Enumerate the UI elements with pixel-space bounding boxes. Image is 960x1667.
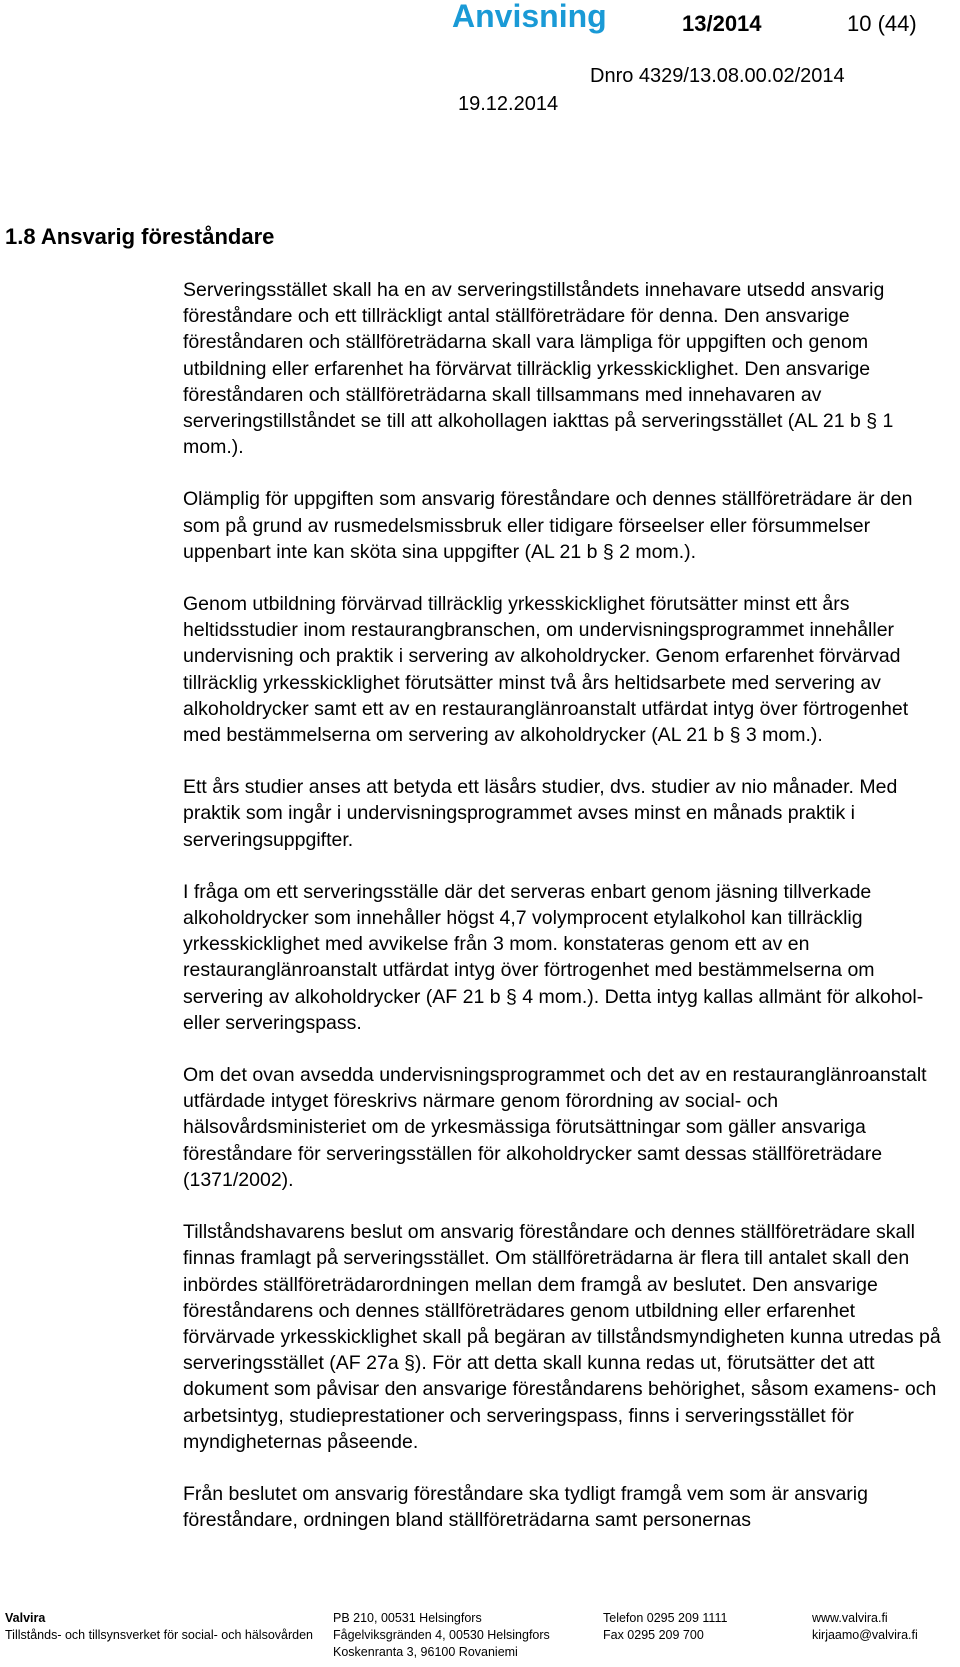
document-dnro: Dnro 4329/13.08.00.02/2014 [590,65,845,87]
paragraph: Ett års studier anses att betyda ett läsårs studier, dvs. studier av nio månader. Med praktik som ingår i undervisningsprogrammet avses minst en månads praktik i serveringsuppgifter. [183,776,898,851]
document-date: 19.12.2014 [458,93,559,115]
paragraph: Olämplig för uppgiften som ansvarig föreståndare och dennes ställföreträdare är den som på grund av rusmedelsmissbruk eller tidigare förseelser eller försummelser uppenbart inte kan sköta sina uppgifter (AL 21 b § 2 mom.). [183,488,913,563]
paragraph: Från beslutet om ansvarig föreståndare ska tydligt framgå vem som är ansvarig föreståndare, ordningen bland ställföreträdarna samt personernas [183,1482,868,1532]
page-number: 10 (44) [847,11,917,36]
section-heading: 1.8 Ansvarig föreståndare [5,224,275,249]
footer-organization [5,1610,313,1644]
footer-email: kirjaamo@valvira.fi [812,1628,918,1642]
page-footer [0,1605,960,1667]
document-title: Anvisning [452,0,607,34]
footer-address: Koskenranta 3, 96100 Rovaniemi [333,1645,518,1659]
footer-website: www.valvira.fi [812,1611,888,1625]
paragraph: Serveringsstället skall ha en av serveringstillståndets innehavare utsedd ansvarig föreståndare och ett tillräckligt antal ställföreträdare för denna. Den ansvarige föreståndaren och ställföreträdarna skall vara lämpliga för uppgiften och genom utbildning eller erfarenhet ha förvärvat tillräcklig yrkesskicklighet. Den ansvarige föreståndaren och ställföreträdarna skall tillsammans med innehavaren av serveringstillståndet se till att alkohollagen iakttas på serveringsstället (AL 21 b § 1 mom.). [183,279,894,459]
document-number: 13/2014 [682,11,762,36]
footer-addresses [333,1610,550,1661]
footer-fax: Fax 0295 209 700 [603,1628,704,1642]
footer-phone: Telefon 0295 209 1111 [603,1611,728,1625]
paragraph: Genom utbildning förvärvad tillräcklig yrkesskicklighet förutsätter minst ett års heltidsstudier inom restaurangbranschen, om undervisningsprogrammet innehåller undervisning och praktik i servering av alkoholdrycker. Genom erfarenhet förvärvad tillräcklig yrkesskicklighet förutsätter minst två års heltidsarbete med servering av alkoholdrycker samt ett av en restauranglänroanstalt utfärdat intyg över förtrogenhet med bestämmelserna om servering av alkoholdrycker (AL 21 b § 3 mom.). [183,593,909,747]
footer-online [812,1610,918,1644]
paragraph: Tillståndshavarens beslut om ansvarig föreståndare och dennes ställföreträdare skall finnas framlagt på serveringsstället. Om ställföreträdarna är flera till antalet skall den inbördes ställföreträdarordningen mellan dem framgå av beslutet. Den ansvarige föreståndarens och dennes ställföreträdares genom utbildning eller erfarenhet förvärvade yrkesskicklighet skall på begäran av tillståndsmyndigheten kunna utredas på serveringsstället (AF 27a §). För att detta skall kunna redas ut, förutsätter det att dokument som påvisar den ansvarige föreståndarens behörighet, såsom examens- och arbetsintyg, studieprestationer och serveringspass, finns i serveringsstället för myndigheternas påseende. [183,1221,941,1453]
footer-address: PB 210, 00531 Helsingfors [333,1611,482,1625]
footer-contact [603,1610,727,1644]
paragraph: Om det ovan avsedda undervisningsprogrammet och det av en restauranglänroanstalt utfärdade intyget föreskrivs närmare genom förordning av social- och hälsovårdsministeriet om de yrkesmässiga förutsättningar som gäller ansvariga föreståndare för serveringsställen för alkoholdrycker samt dessas ställföreträdare (1371/2002). [183,1064,927,1191]
footer-address: Fågelviksgränden 4, 00530 Helsingfors [333,1628,550,1642]
footer-org-full: Tillstånds- och tillsynsverket för social- och hälsovården [5,1628,313,1642]
paragraph: I fråga om ett serveringsställe där det serveras enbart genom jäsning tillverkade alkoholdrycker som innehåller högst 4,7 volymprocent etylalkohol kan tillräcklig yrkesskicklighet med avvikelse från 3 mom. konstateras genom ett av en restauranglänroanstalt utfärdat intyg över förtrogenhet med bestämmelserna om servering av alkoholdrycker (AF 21 b § 4 mom.). Detta intyg kallas allmänt för alkohol- eller serveringspass. [183,880,924,1034]
body-text [183,277,943,1559]
footer-org-name: Valvira [5,1611,46,1625]
